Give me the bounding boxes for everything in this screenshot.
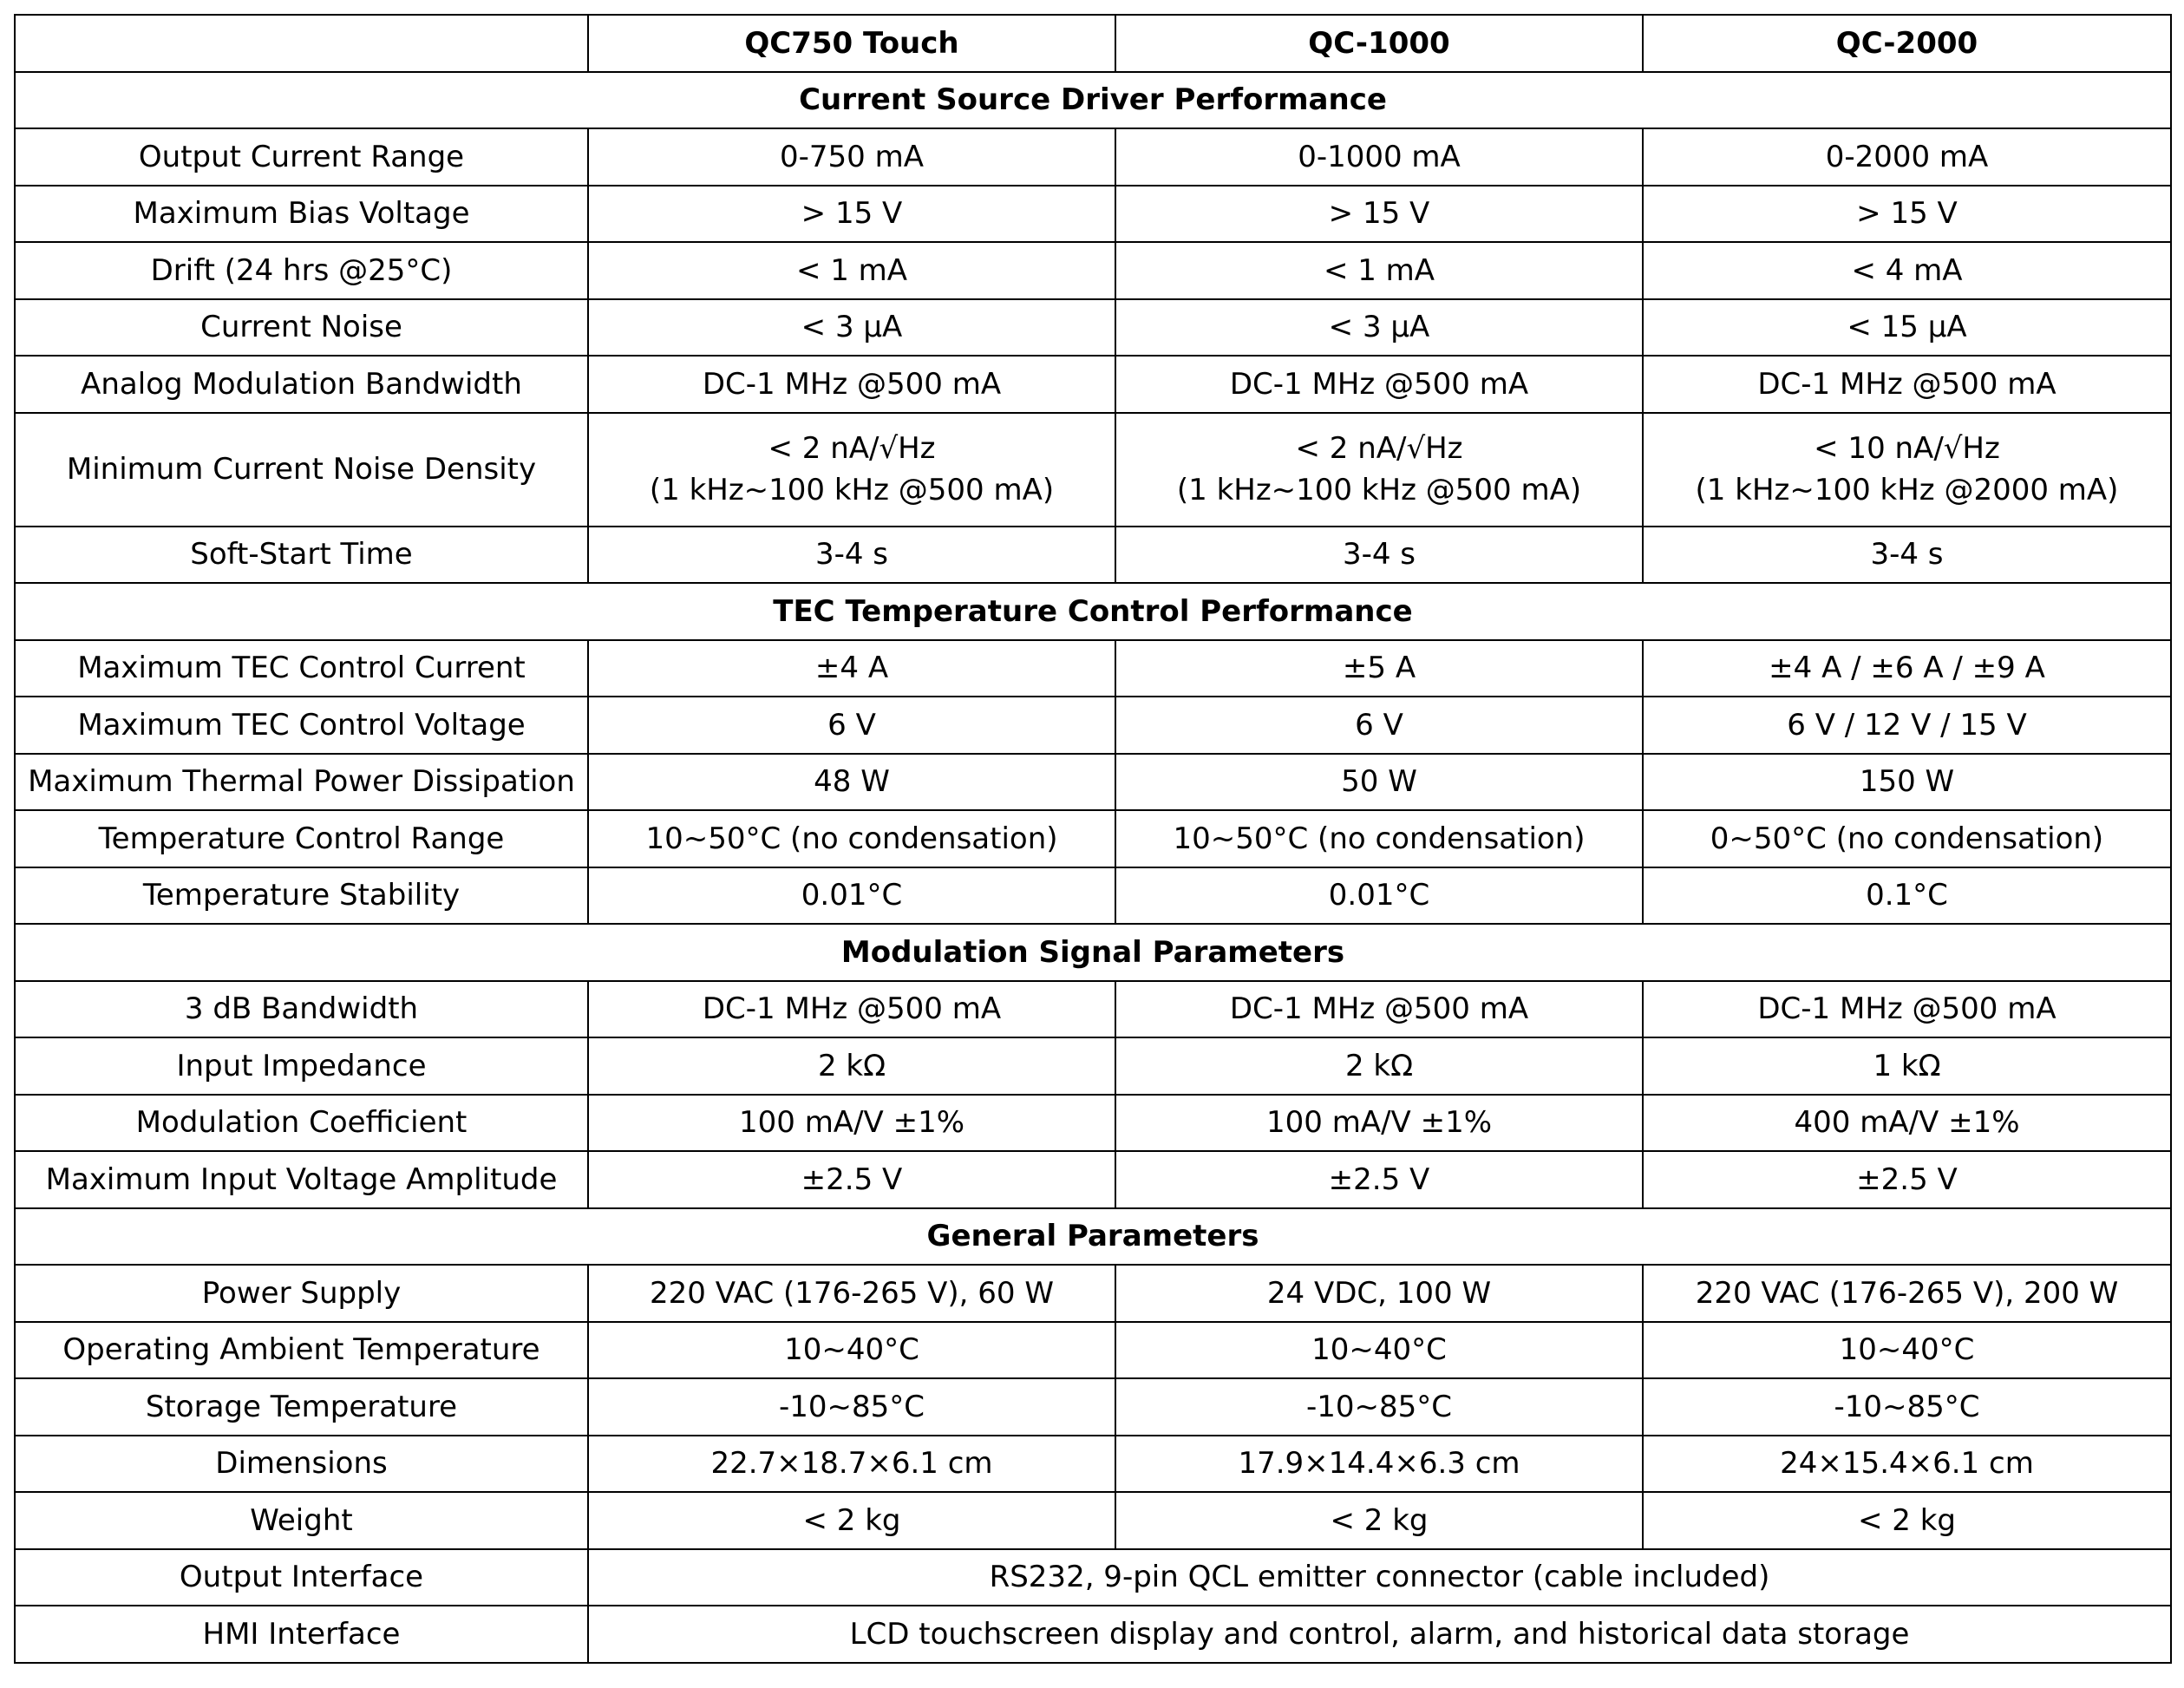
section-row [15,924,2171,981]
row-label: Maximum Thermal Power Dissipation [15,754,588,811]
spec-comparison-table [14,14,2172,1664]
row-label: Storage Temperature [15,1378,588,1436]
table-row [15,1322,2171,1379]
section-title: Modulation Signal Parameters [15,924,2171,981]
row-label: Analog Modulation Bandwidth [15,356,588,413]
value-cell: 400 mA/V ±1% [1643,1095,2171,1152]
row-label: Operating Ambient Temperature [15,1322,588,1379]
value-cell: < 15 μA [1643,299,2171,357]
value-cell: 2 kΩ [1115,1037,1643,1095]
value-cell: -10~85°C [588,1378,1115,1436]
value-cell: 48 W [588,754,1115,811]
table-row [15,1606,2171,1663]
value-cell: DC-1 MHz @500 mA [588,356,1115,413]
table-row [15,810,2171,867]
value-cell: < 3 μA [588,299,1115,357]
value-cell: 6 V / 12 V / 15 V [1643,697,2171,754]
value-cell: < 4 mA [1643,242,2171,299]
value-cell: 0.1°C [1643,867,2171,925]
value-line: (1 kHz~100 kHz @500 mA) [649,473,1055,507]
row-label: Dimensions [15,1436,588,1493]
value-cell: 3-4 s [1643,527,2171,584]
value-cell: DC-1 MHz @500 mA [1643,356,2171,413]
value-cell: ±5 A [1115,640,1643,697]
value-cell: 10~50°C (no condensation) [1115,810,1643,867]
table-row [15,697,2171,754]
section-title: General Parameters [15,1208,2171,1266]
row-label: Power Supply [15,1265,588,1322]
value-cell: 24 VDC, 100 W [1115,1265,1643,1322]
value-cell: 0-1000 mA [1115,128,1643,186]
value-cell: ±2.5 V [1115,1151,1643,1208]
table-row [15,299,2171,357]
model-header-qc750: QC750 Touch [588,15,1115,72]
section-title: Current Source Driver Performance [15,72,2171,129]
table-row [15,1436,2171,1493]
row-label: Weight [15,1492,588,1549]
table-row [15,867,2171,925]
value-cell [1115,413,1643,527]
value-cell: ±4 A [588,640,1115,697]
value-cell: 0-750 mA [588,128,1115,186]
row-label: 3 dB Bandwidth [15,981,588,1038]
value-cell: 24×15.4×6.1 cm [1643,1436,2171,1493]
table-row [15,1151,2171,1208]
value-cell: ±4 A / ±6 A / ±9 A [1643,640,2171,697]
table-row [15,1095,2171,1152]
row-label: Output Interface [15,1549,588,1606]
value-cell: 10~40°C [1643,1322,2171,1379]
value-cell: -10~85°C [1643,1378,2171,1436]
value-cell: 50 W [1115,754,1643,811]
value-line: (1 kHz~100 kHz @500 mA) [1176,473,1582,507]
value-cell: DC-1 MHz @500 mA [1115,981,1643,1038]
value-cell: DC-1 MHz @500 mA [1643,981,2171,1038]
value-cell: 0~50°C (no condensation) [1643,810,2171,867]
value-cell: 150 W [1643,754,2171,811]
value-cell: < 2 kg [1115,1492,1643,1549]
row-label: Temperature Stability [15,867,588,925]
value-cell: 22.7×18.7×6.1 cm [588,1436,1115,1493]
row-label: Maximum Input Voltage Amplitude [15,1151,588,1208]
table-row [15,1265,2171,1322]
value-cell [1643,413,2171,527]
value-cell: < 2 kg [1643,1492,2171,1549]
value-cell: > 15 V [1115,186,1643,243]
value-cell: < 3 μA [1115,299,1643,357]
spanning-value-cell: RS232, 9-pin QCL emitter connector (cable included) [588,1549,2171,1606]
table-row [15,413,2171,527]
table-row [15,128,2171,186]
table-row [15,1549,2171,1606]
spanning-value-cell: LCD touchscreen display and control, alarm, and historical data storage [588,1606,2171,1663]
value-cell: < 1 mA [1115,242,1643,299]
value-cell: 3-4 s [1115,527,1643,584]
value-line: < 2 nA/√Hz [768,431,936,466]
row-label: Temperature Control Range [15,810,588,867]
value-line: < 2 nA/√Hz [1295,431,1463,466]
value-cell: 6 V [1115,697,1643,754]
value-cell: 0-2000 mA [1643,128,2171,186]
table-row [15,1492,2171,1549]
value-cell: 6 V [588,697,1115,754]
value-cell [588,413,1115,527]
value-cell: 10~40°C [588,1322,1115,1379]
header-row [15,15,2171,72]
value-cell: > 15 V [1643,186,2171,243]
row-label: Input Impedance [15,1037,588,1095]
value-cell: DC-1 MHz @500 mA [1115,356,1643,413]
value-cell: 17.9×14.4×6.3 cm [1115,1436,1643,1493]
value-cell: -10~85°C [1115,1378,1643,1436]
section-row [15,72,2171,129]
table-row [15,356,2171,413]
value-cell: 220 VAC (176-265 V), 60 W [588,1265,1115,1322]
table-body [15,72,2171,1663]
table-row [15,527,2171,584]
row-label: Maximum Bias Voltage [15,186,588,243]
value-cell: 1 kΩ [1643,1037,2171,1095]
row-label: Maximum TEC Control Current [15,640,588,697]
section-row [15,583,2171,640]
value-cell: ±2.5 V [1643,1151,2171,1208]
value-line: < 10 nA/√Hz [1814,431,2000,466]
model-header-qc2000: QC-2000 [1643,15,2171,72]
row-label: Soft-Start Time [15,527,588,584]
value-cell: 3-4 s [588,527,1115,584]
value-cell: < 1 mA [588,242,1115,299]
value-cell: 0.01°C [1115,867,1643,925]
table-row [15,1037,2171,1095]
model-header-qc1000: QC-1000 [1115,15,1643,72]
value-cell: DC-1 MHz @500 mA [588,981,1115,1038]
value-cell: 220 VAC (176-265 V), 200 W [1643,1265,2171,1322]
value-cell: 0.01°C [588,867,1115,925]
value-cell: 2 kΩ [588,1037,1115,1095]
header-corner-cell [15,15,588,72]
table-row [15,186,2171,243]
row-label: Maximum TEC Control Voltage [15,697,588,754]
table-row [15,242,2171,299]
row-label: HMI Interface [15,1606,588,1663]
row-label: Drift (24 hrs @25°C) [15,242,588,299]
value-cell: 100 mA/V ±1% [588,1095,1115,1152]
value-cell: > 15 V [588,186,1115,243]
value-cell: 100 mA/V ±1% [1115,1095,1643,1152]
value-cell: 10~50°C (no condensation) [588,810,1115,867]
row-label: Minimum Current Noise Density [15,413,588,527]
table-header [15,15,2171,72]
row-label: Modulation Coefficient [15,1095,588,1152]
table-row [15,754,2171,811]
section-title: TEC Temperature Control Performance [15,583,2171,640]
section-row [15,1208,2171,1266]
table-row [15,1378,2171,1436]
value-cell: ±2.5 V [588,1151,1115,1208]
table-row [15,981,2171,1038]
value-cell: 10~40°C [1115,1322,1643,1379]
row-label: Output Current Range [15,128,588,186]
value-line: (1 kHz~100 kHz @2000 mA) [1695,473,2119,507]
table-row [15,640,2171,697]
row-label: Current Noise [15,299,588,357]
value-cell: < 2 kg [588,1492,1115,1549]
